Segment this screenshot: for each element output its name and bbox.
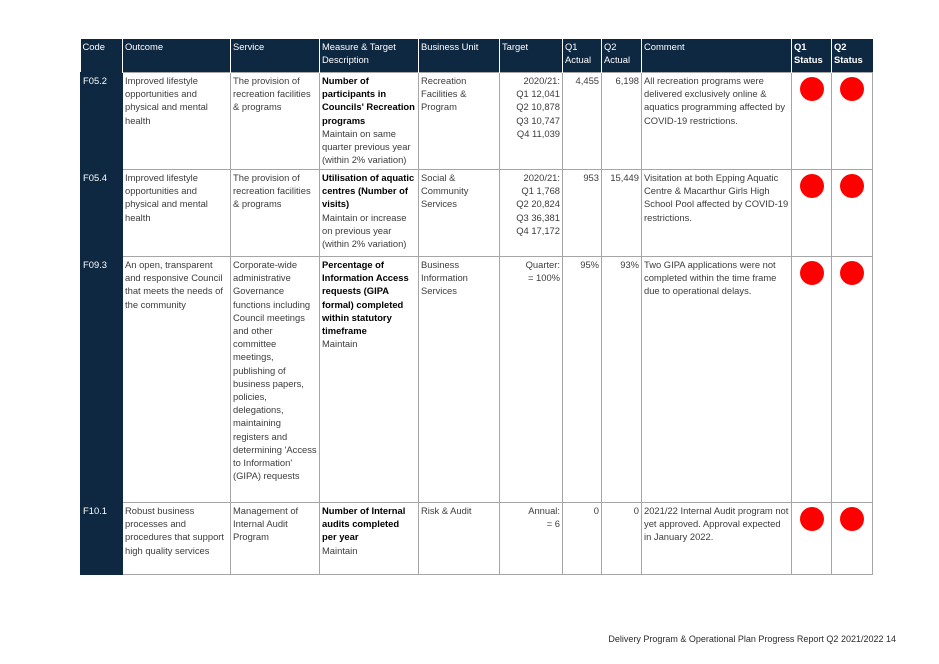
row-business-unit: Recreation Facilities & Program [419,73,500,170]
row-q2-status [832,257,873,503]
row-q2-status [832,73,873,170]
row-business-unit: Business Information Services [419,257,500,503]
row-comment: All recreation programs were delivered exclusively online & aquatics programming affected by COVID-19 restrictions. [642,73,792,170]
table-row [81,503,873,575]
q2-status-indicator-icon [840,261,864,285]
row-q2-actual: 93% [602,257,642,503]
table-row [81,257,873,503]
row-measure [320,503,419,575]
q1-status-indicator-icon [800,261,824,285]
measure-title: Number of participants in Councils' Recreation programs [322,75,415,126]
row-outcome: Robust business processes and procedures that support high quality services [123,503,231,575]
row-target: Quarter: = 100% [500,257,563,503]
q2-status-indicator-icon [840,174,864,198]
row-outcome: An open, transparent and responsive Council that meets the needs of the community [123,257,231,503]
header-code: Code [81,39,123,73]
row-q2-actual: 0 [602,503,642,575]
header-business-unit: Business Unit [419,39,500,73]
table-row [81,73,873,170]
measure-title: Utilisation of aquatic centres (Number of visits) [322,172,415,210]
row-q1-actual: 953 [563,170,602,257]
row-q1-status [792,73,832,170]
measure-description: Maintain [322,338,358,350]
q2-status-indicator-icon [840,507,864,531]
row-comment: 2021/22 Internal Audit program not yet approved. Approval expected in January 2022. [642,503,792,575]
row-q2-status [832,503,873,575]
header-q1-status: Q1 Status [792,39,832,73]
row-comment: Two GIPA applications were not completed within the time frame due to operational delays. [642,257,792,503]
row-q1-status [792,257,832,503]
row-code: F05.2 [81,73,123,170]
row-measure [320,170,419,257]
measure-title: Number of Internal audits completed per year [322,505,406,543]
row-service: Corporate-wide administrative Governance functions including Council meetings and other committee meetings, publishing of business papers, policies, delegations, maintaining registers and determining 'Access to Information' (GIPA) requests [231,257,320,503]
header-q2-actual: Q2 Actual [602,39,642,73]
measure-title: Percentage of Information Access requests (GIPA formal) completed within statutory timeframe [322,259,409,337]
header-service: Service [231,39,320,73]
row-q1-status [792,503,832,575]
row-business-unit: Social & Community Services [419,170,500,257]
header-q1-actual: Q1 Actual [563,39,602,73]
q1-status-indicator-icon [800,174,824,198]
page-footer: Delivery Program & Operational Plan Progress Report Q2 2021/2022 14 [608,634,896,644]
row-business-unit: Risk & Audit [419,503,500,575]
table-body [81,73,873,575]
row-q1-actual: 0 [563,503,602,575]
row-q2-actual: 6,198 [602,73,642,170]
row-target: Annual: = 6 [500,503,563,575]
row-outcome: Improved lifestyle opportunities and physical and mental health [123,73,231,170]
header-q2-status: Q2 Status [832,39,873,73]
row-q2-actual: 15,449 [602,170,642,257]
row-code: F09.3 [81,257,123,503]
table-row [81,170,873,257]
q1-status-indicator-icon [800,507,824,531]
q1-status-indicator-icon [800,77,824,101]
row-target: 2020/21: Q1 12,041 Q2 10,878 Q3 10,747 Q4 11,039 [500,73,563,170]
measure-description: Maintain or increase on previous year (within 2% variation) [322,211,407,250]
header-outcome: Outcome [123,39,231,73]
row-target: 2020/21: Q1 1,768 Q2 20,824 Q3 36,381 Q4 17,172 [500,170,563,257]
q2-status-indicator-icon [840,77,864,101]
header-measure: Measure & Target Description [320,39,419,73]
measure-description: Maintain [322,544,358,556]
row-measure [320,257,419,503]
measure-description: Maintain on same quarter previous year (within 2% variation) [322,127,411,166]
header-target: Target [500,39,563,73]
header-comment: Comment [642,39,792,73]
row-measure [320,73,419,170]
row-q1-actual: 95% [563,257,602,503]
row-service: The provision of recreation facilities & programs [231,170,320,257]
row-q1-actual: 4,455 [563,73,602,170]
row-service: Management of Internal Audit Program [231,503,320,575]
row-service: The provision of recreation facilities & programs [231,73,320,170]
progress-table [80,39,873,575]
row-q1-status [792,170,832,257]
row-code: F05.4 [81,170,123,257]
row-comment: Visitation at both Epping Aquatic Centre & Macarthur Girls High School Pool affected by COVID-19 restrictions. [642,170,792,257]
table-header-row [81,39,873,73]
row-q2-status [832,170,873,257]
row-outcome: Improved lifestyle opportunities and physical and mental health [123,170,231,257]
row-code: F10.1 [81,503,123,575]
